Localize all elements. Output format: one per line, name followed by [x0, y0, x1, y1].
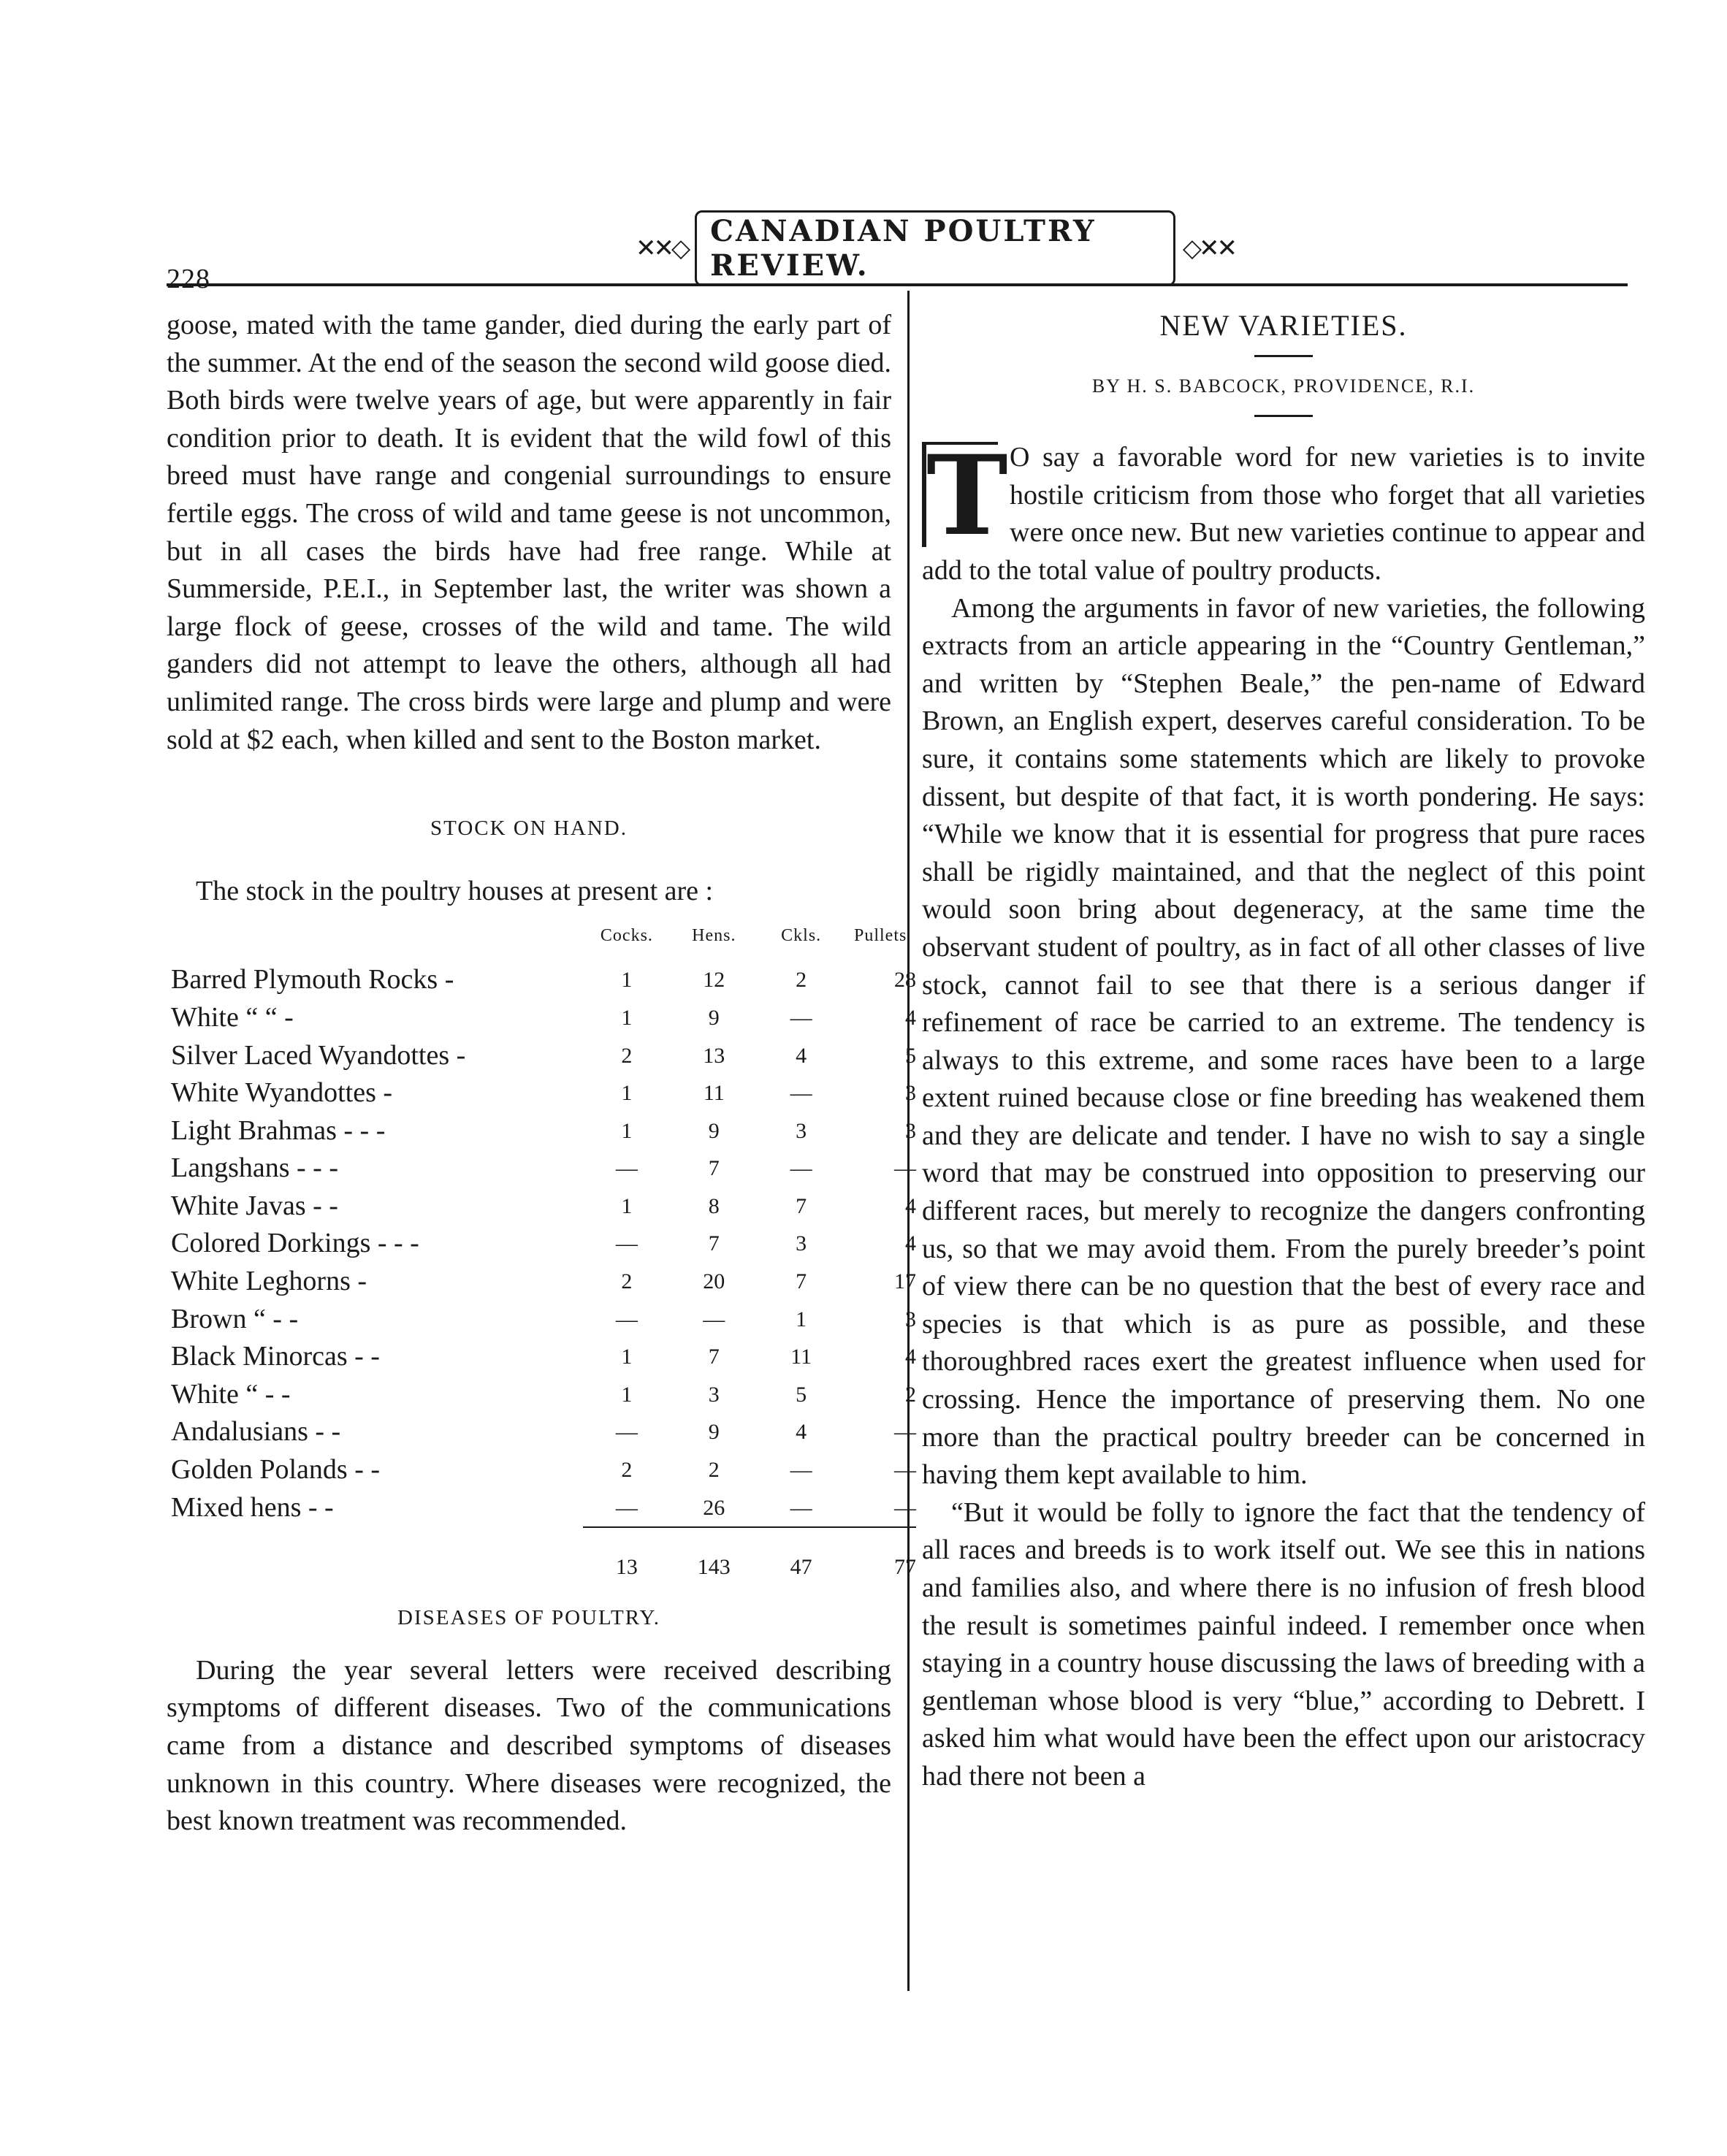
hens-count: 2 — [708, 1458, 720, 1483]
byline-rule — [1254, 415, 1313, 417]
cocks-count: 1 — [621, 968, 633, 993]
hens-count: 26 — [703, 1495, 725, 1520]
table-row — [171, 1150, 916, 1188]
table-row — [171, 961, 916, 999]
drop-cap: T — [922, 442, 998, 547]
article-byline: BY H. S. BABCOCK, PROVIDENCE, R.I. — [1091, 375, 1476, 397]
stock-table — [171, 910, 916, 1589]
stock-intro: The stock in the poultry houses at present are : — [196, 875, 714, 906]
table-row — [171, 1376, 916, 1414]
ckls-count: — — [790, 1005, 812, 1030]
cocks-count: — — [615, 1231, 638, 1256]
masthead-ornament-right-icon: ◇✕✕ — [1182, 234, 1235, 263]
hens-count: 8 — [708, 1193, 720, 1218]
cocks-count: 1 — [621, 1193, 633, 1218]
article-paragraph: “But it would be folly to ignore the fact that the tendency of all races and breeds is to work itself out. We see this in nations and families also, and where there is no infusion of fresh blood the result is sometimes painful indeed. I remember once when staying in a country house discussing the laws of breeding with a gentleman whose blood is very “blue,” according to Debrett. I asked him what would have been the effect upon our aristocracy had there not been a — [922, 1496, 1645, 1792]
table-row — [171, 1225, 916, 1263]
breed-name: White Wyandottes - — [171, 1077, 393, 1109]
table-row — [171, 1263, 916, 1301]
breed-name: Black Minorcas - - — [171, 1341, 380, 1372]
cocks-count: — — [615, 1420, 638, 1445]
right-column — [922, 307, 1645, 1796]
pullets-count: 28 — [894, 968, 916, 993]
cocks-count: 1 — [621, 1345, 633, 1369]
ckls-count: 4 — [796, 1043, 807, 1068]
hens-count: 20 — [703, 1269, 725, 1294]
table-row — [171, 1338, 916, 1376]
pullets-count: 3 — [905, 1081, 916, 1106]
column-header-ckls: Ckls. — [781, 925, 822, 945]
page-number: 228 — [167, 264, 210, 294]
pullets-count: — — [894, 1495, 916, 1520]
breed-name: Light Brahmas - - - — [171, 1115, 386, 1146]
ckls-count: 2 — [796, 968, 807, 993]
ckls-count: — — [790, 1495, 812, 1520]
article-paragraph: Among the arguments in favor of new varieties, the following extracts from an article appearing in the “Country Gentleman,” and written by “Stephen Beale,” the pen-name of Edward Brown, an English expert, deserves careful consideration. To be sure, it contains some statements which are likely to provoke dissent, but despite of that fact, it is worth pondering. He says: “While we know that it is essential for progress that pure races shall be rigidly maintained, and that the neglect of this point would soon bring about degeneracy, at the same time the observant student of poultry, as in fact of all other classes of live stock, cannot fail to see that there is a serious danger if refinement of race be carried to an extreme. The tendency is always to this extreme, and some races have been to a large extent ruined because close or fine breeding has weakened them and they are delicate and tender. I have no wish to say a single word that may be construed into opposition to preserving our different races, but merely to recognize the dangers confronting us, so that we may avoid them. From the purely breeder’s point of view there can be no question that the best of every race and species is that which is as pure as possible, and these thoroughbred races exert the greatest influence when used for crossing. Hence the importance of preserving them. No one more than the practical poultry breeder can be concerned in having them kept available to him. — [922, 592, 1645, 1491]
ckls-count: — — [790, 1458, 812, 1483]
cocks-count: — — [615, 1307, 638, 1331]
pullets-count: 4 — [905, 1231, 916, 1256]
pullets-count: 17 — [894, 1269, 916, 1294]
breed-name: Brown “ - - — [171, 1303, 299, 1334]
goose-paragraph: goose, mated with the tame gander, died during the early part of the summer. At the end of the season the second wild goose died. Both birds were twelve years of age, but were apparently in fair condition prior to death. It is evident that the wild fowl of this breed must have range and congenial surroundings to ensure fertile eggs. The cross of wild and tame geese is not uncommon, but in all cases the birds have had free range. While at Summerside, P.E.I., in September last, the writer was shown a large flock of geese, crosses of the wild and tame. The wild ganders did not attempt to leave the others, although all had unlimited range. The cross birds were large and plump and were sold at $2 each, when killed and sent to the Boston market. — [167, 310, 891, 755]
cocks-count: 1 — [621, 1382, 633, 1407]
table-row — [171, 1074, 916, 1112]
masthead — [636, 214, 1235, 283]
hens-count: 7 — [708, 1345, 720, 1369]
diseases-paragraph: During the year several letters were received describing symptoms of different diseases. Two of the communications came from a distance and described symptoms of diseases unknown in this country. Where diseases were recognized, the best known treatment was recommended. — [167, 1654, 891, 1837]
table-row — [171, 1451, 916, 1489]
pullets-count: 5 — [905, 1043, 916, 1068]
ckls-count: 4 — [796, 1420, 807, 1445]
pullets-count: 3 — [905, 1307, 916, 1331]
ckls-count: — — [790, 1081, 812, 1106]
breed-name: White Leghorns - — [171, 1266, 367, 1297]
ckls-count: — — [790, 1156, 812, 1181]
hens-count: — — [703, 1307, 725, 1331]
pullets-count: 4 — [905, 1193, 916, 1218]
column-header-cocks: Cocks. — [600, 925, 653, 945]
cocks-count: 1 — [621, 1118, 633, 1143]
table-row — [171, 1112, 916, 1150]
breed-name: White “ “ - — [171, 1001, 294, 1033]
breed-name: Silver Laced Wyandottes - — [171, 1039, 466, 1071]
stock-table-header — [171, 910, 916, 961]
table-row — [171, 1489, 916, 1528]
breed-name: White Javas - - — [171, 1190, 338, 1221]
column-header-hens: Hens. — [692, 925, 736, 945]
diseases-heading: DISEASES OF POULTRY. — [397, 1606, 660, 1630]
breed-name: Golden Polands - - — [171, 1454, 381, 1486]
article-title: NEW VARIETIES. — [1159, 309, 1408, 342]
pullets-count: 3 — [905, 1118, 916, 1143]
masthead-ornament-left-icon: ✕✕◇ — [636, 234, 688, 263]
hens-count: 9 — [708, 1118, 720, 1143]
breed-name: Andalusians - - — [171, 1416, 341, 1448]
stock-heading: STOCK ON HAND. — [430, 817, 628, 841]
breed-name: White “ - - — [171, 1378, 291, 1410]
ckls-total: 47 — [790, 1555, 812, 1580]
cocks-count: 2 — [621, 1043, 633, 1068]
pullets-count: 2 — [905, 1382, 916, 1407]
ckls-count: 7 — [796, 1269, 807, 1294]
table-row — [171, 999, 916, 1037]
table-row — [171, 1037, 916, 1075]
pullets-count: 4 — [905, 1345, 916, 1369]
table-row — [171, 1188, 916, 1226]
hens-count: 12 — [703, 968, 725, 993]
cocks-count: — — [615, 1156, 638, 1181]
breed-name: Colored Dorkings - - - — [171, 1228, 419, 1259]
hens-count: 9 — [708, 1005, 720, 1030]
cocks-count: 1 — [621, 1081, 633, 1106]
totals-rule — [171, 1527, 916, 1545]
pullets-count: 4 — [905, 1005, 916, 1030]
breed-name: Mixed hens - - — [171, 1492, 334, 1524]
cocks-total: 13 — [615, 1555, 638, 1580]
cocks-count: — — [615, 1495, 638, 1520]
masthead-title: CANADIAN POULTRY REVIEW. — [695, 210, 1175, 286]
breed-name: Langshans - - - — [171, 1152, 338, 1184]
ckls-count: 5 — [796, 1382, 807, 1407]
hens-count: 7 — [708, 1156, 720, 1181]
ckls-count: 3 — [796, 1231, 807, 1256]
hens-count: 11 — [703, 1081, 725, 1106]
pullets-count: — — [894, 1420, 916, 1445]
lead-text: O say a favorable word for new varieties is to invite hostile criticism from those who forget that all varieties were once new. But new varieties continue to appear and add to the total value of poultry products. — [922, 442, 1645, 586]
ckls-count: 11 — [790, 1345, 812, 1369]
title-rule — [1254, 355, 1313, 357]
breed-name: Barred Plymouth Rocks - — [171, 964, 454, 995]
hens-count: 9 — [708, 1420, 720, 1445]
cocks-count: 2 — [621, 1458, 633, 1483]
lead-paragraph — [922, 432, 1645, 589]
cocks-count: 2 — [621, 1269, 633, 1294]
ckls-count: 1 — [796, 1307, 807, 1331]
header-rule — [167, 283, 1628, 286]
left-column — [167, 307, 916, 1840]
hens-count: 3 — [708, 1382, 720, 1407]
pullets-count: — — [894, 1156, 916, 1181]
pullets-total: 77 — [894, 1555, 916, 1580]
ckls-count: 3 — [796, 1118, 807, 1143]
table-row — [171, 1413, 916, 1451]
ckls-count: 7 — [796, 1193, 807, 1218]
totals-row — [171, 1545, 916, 1589]
column-header-pullets: Pullets — [853, 925, 907, 945]
table-row — [171, 1301, 916, 1339]
hens-count: 13 — [703, 1043, 725, 1068]
cocks-count: 1 — [621, 1005, 633, 1030]
hens-total: 143 — [697, 1555, 731, 1580]
pullets-count: — — [894, 1458, 916, 1483]
hens-count: 7 — [708, 1231, 720, 1256]
